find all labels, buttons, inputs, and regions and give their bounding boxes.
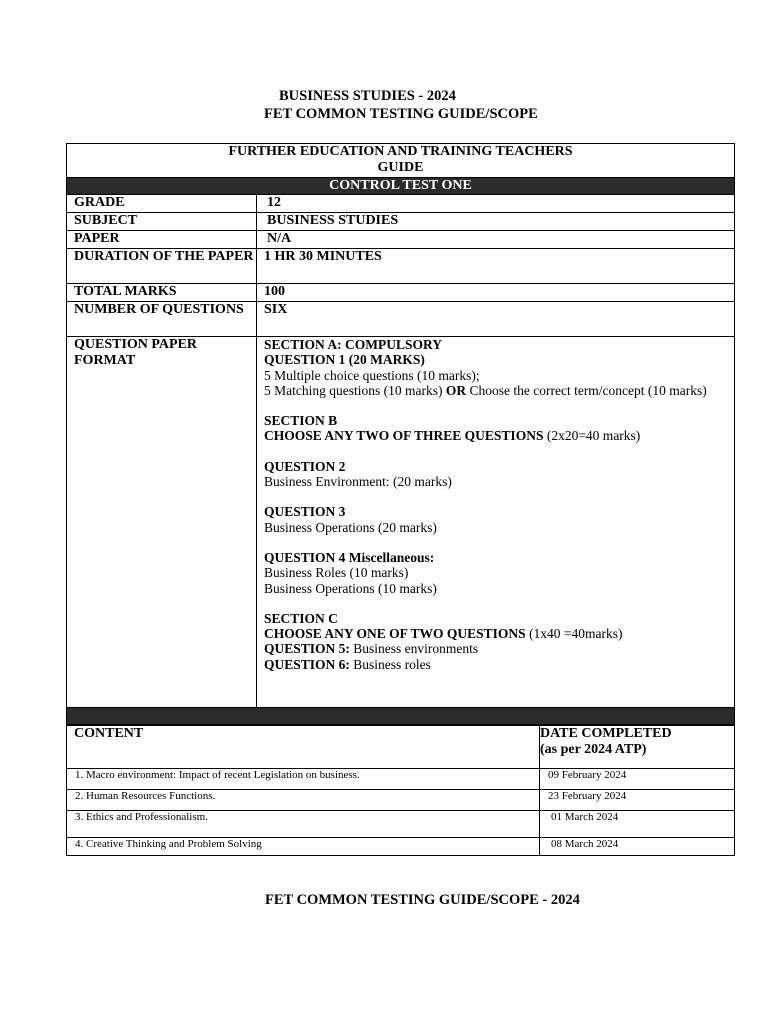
table-row: 3. Ethics and Professionalism.	[67, 811, 540, 838]
date-cell: 01 March 2024	[540, 811, 735, 838]
separator-band	[67, 708, 735, 725]
section-a-heading: SECTION A: COMPULSORY	[264, 337, 443, 352]
subject-label: SUBJECT	[67, 213, 257, 231]
content-table	[66, 725, 735, 856]
guide-table	[66, 143, 735, 725]
table-row: 2. Human Resources Functions.	[67, 790, 540, 811]
date-cell: 23 February 2024	[540, 790, 735, 811]
question-4-heading: QUESTION 4 Miscellaneous:	[264, 549, 435, 565]
section-b-heading: SECTION B	[264, 413, 338, 429]
duration-value: 1 HR 30 MINUTES	[257, 249, 735, 284]
paper-value: N/A	[257, 231, 735, 249]
footer-text: FET COMMON TESTING GUIDE/SCOPE - 2024	[265, 892, 580, 908]
date-cell: 09 February 2024	[540, 769, 735, 790]
content-header: CONTENT	[67, 726, 540, 769]
table-row: 4. Creative Thinking and Problem Solving	[67, 838, 540, 856]
question-paper-format-label: QUESTION PAPER FORMAT	[67, 337, 257, 708]
section-c-heading: SECTION C	[264, 610, 338, 626]
total-marks-value: 100	[257, 284, 735, 302]
header-title: BUSINESS STUDIES - 2024	[279, 88, 456, 104]
paper-label: PAPER	[67, 231, 257, 249]
total-marks-label: TOTAL MARKS	[67, 284, 257, 302]
question-2-heading: QUESTION 2	[264, 458, 346, 474]
date-cell: 08 March 2024	[540, 838, 735, 856]
question-3-heading: QUESTION 3	[264, 504, 346, 520]
number-of-questions-label: NUMBER OF QUESTIONS	[67, 302, 257, 337]
table-row: 1. Macro environment: Impact of recent Legislation on business.	[67, 769, 540, 790]
table-title: FURTHER EDUCATION AND TRAINING TEACHERS GUIDE	[67, 144, 735, 178]
header-subtitle: FET COMMON TESTING GUIDE/SCOPE	[264, 106, 538, 122]
date-completed-header: DATE COMPLETED (as per 2024 ATP)	[540, 726, 735, 769]
question-1-heading: QUESTION 1 (20 MARKS)	[264, 352, 425, 368]
subject-value: BUSINESS STUDIES	[257, 213, 735, 231]
question-paper-format-value: SECTION A: COMPULSORY QUESTION 1 (20 MARKS) 5 Multiple choice questions (10 marks); 5 Matching questions (10 marks) OR Choose the correct term/concept (10 marks) SECTION B CHOOSE ANY TWO OF THREE QUESTIONS (2x20=40 marks) QUESTION 2 Business Environment: (20 marks) QUESTION 3 Business Operations (20 marks) QUESTION 4 Miscellaneous: Business Roles (10 marks) Business Operations (10 marks) SECTION C CHOOSE ANY ONE OF TWO QUESTIONS (1x40 =40marks) QUESTION 5: Business environments QUESTION 6: Business roles	[257, 337, 735, 708]
grade-value: 12	[257, 195, 735, 213]
grade-label: GRADE	[67, 195, 257, 213]
number-of-questions-value: SIX	[257, 302, 735, 337]
duration-label: DURATION OF THE PAPER	[67, 249, 257, 284]
control-test-band: CONTROL TEST ONE	[67, 178, 735, 195]
